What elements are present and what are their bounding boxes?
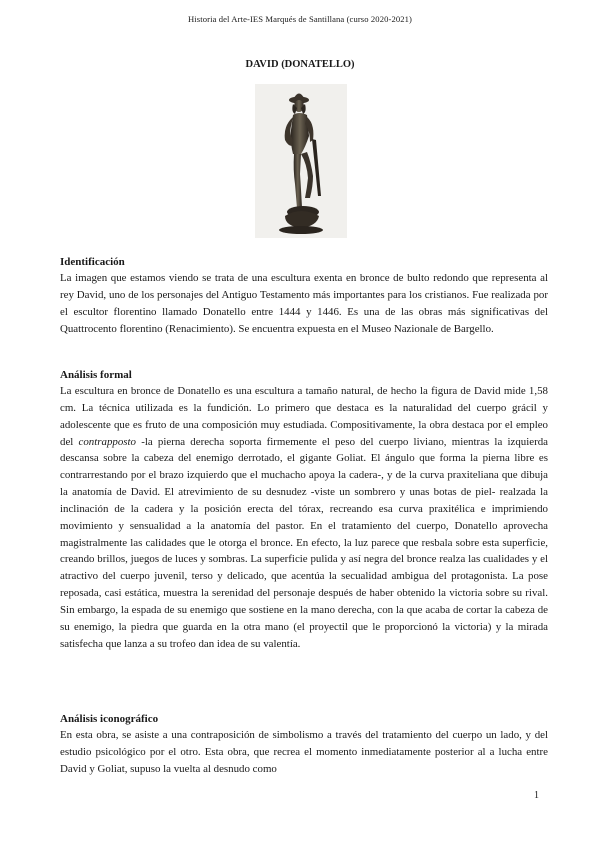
running-header: Historia del Arte-IES Marqués de Santillana (curso 2020-2021) bbox=[188, 14, 412, 24]
section-analisis-iconografico bbox=[60, 711, 548, 778]
david-statue-image bbox=[255, 84, 347, 238]
section-analisis-formal bbox=[60, 367, 548, 653]
italic-term: contrapposto bbox=[78, 435, 136, 448]
paragraph-text-start: La escultura en bronce de Donatello es una escultura a tamaño natural, de hecho la figura de David mide 1,58 cm. La técnica utilizada es la fundición. Lo primero que destaca es la naturalidad del cuerpo grácil y adolescente que es fruto de una composición muy estudiada. Compositivamente, la obra destaca por el empleo del bbox=[60, 385, 548, 448]
section-heading: Análisis iconográfico bbox=[60, 713, 159, 725]
page-number: 1 bbox=[534, 790, 539, 801]
statue-illustration bbox=[255, 84, 347, 238]
section-heading: Identificación bbox=[60, 256, 125, 268]
section-paragraph: La imagen que estamos viendo se trata de una escultura exenta en bronce de bulto redondo que representa al rey David, uno de los personajes del Antiguo Testamento más importantes para los cristianos. Fue realizada por el escultor florentino llamado Donatello entre 1444 y 1446. Es una de las obras más significativas del Quattrocento florentino (Renacimiento). Se encuentra expuesta en el Museo Nazionale de Bargello. bbox=[60, 272, 548, 335]
page-title: DAVID (DONATELLO) bbox=[245, 59, 355, 70]
section-heading: Análisis formal bbox=[60, 369, 132, 381]
section-paragraph bbox=[60, 383, 548, 653]
section-paragraph: En esta obra, se asiste a una contraposición de simbolismo a través del tratamiento del cuerpo un lado, y del estudio psicológico por el otro. Esta obra, que recrea el momento inmediatamente posterior al a lucha entre David y Goliat, supuso la vuelta al desnudo como bbox=[60, 729, 548, 775]
paragraph-text-end: -la pierna derecha soporta firmemente el peso del cuerpo liviano, mientras la izquierda descansa sobre la cabeza del enemigo derrotado, el gigante Goliat. El ángulo que forma la pierna libre es contrarrestando por el brazo izquierdo que el muchacho apoya la cadera-, y de la curva praxiteliana que dibuja la anatomía de David. El atrevimiento de su desnudez -viste un sombrero y unas botas de piel- realzada la inclinación de la cadera y la posición erecta del tórax, recreando esa curva praxitélica e imprimiendo movimiento y sensualidad a la anatomía del pastor. En el tratamiento del cuerpo, Donatello aprovecha magistralmente las calidades que le otorga el bronce. En efecto, la luz parece que resbala sobre esta superficie, creando brillos, juegos de luces y sombras. La superficie pulida y así negra del bronce realza las cualidades y el atractivo del cuerpo juvenil, terso y delicado, que acentúa la secualidad ambigua del protagonista. La pose reposada, casi estática, muestra la serenidad del personaje después de haber obtenido la victoria sobre su rival. Sin embargo, la espada de su enemigo que sostiene en la mano derecha, con la que acaba de cortar la cabeza de su enemigo, la piedra que guarda en la otra mano (el proyectil que le proporcionó la victoria) y la mirada satisfecha que lanza a su trofeo dan idea de su valentía. bbox=[60, 435, 548, 650]
section-identificacion bbox=[60, 254, 548, 337]
